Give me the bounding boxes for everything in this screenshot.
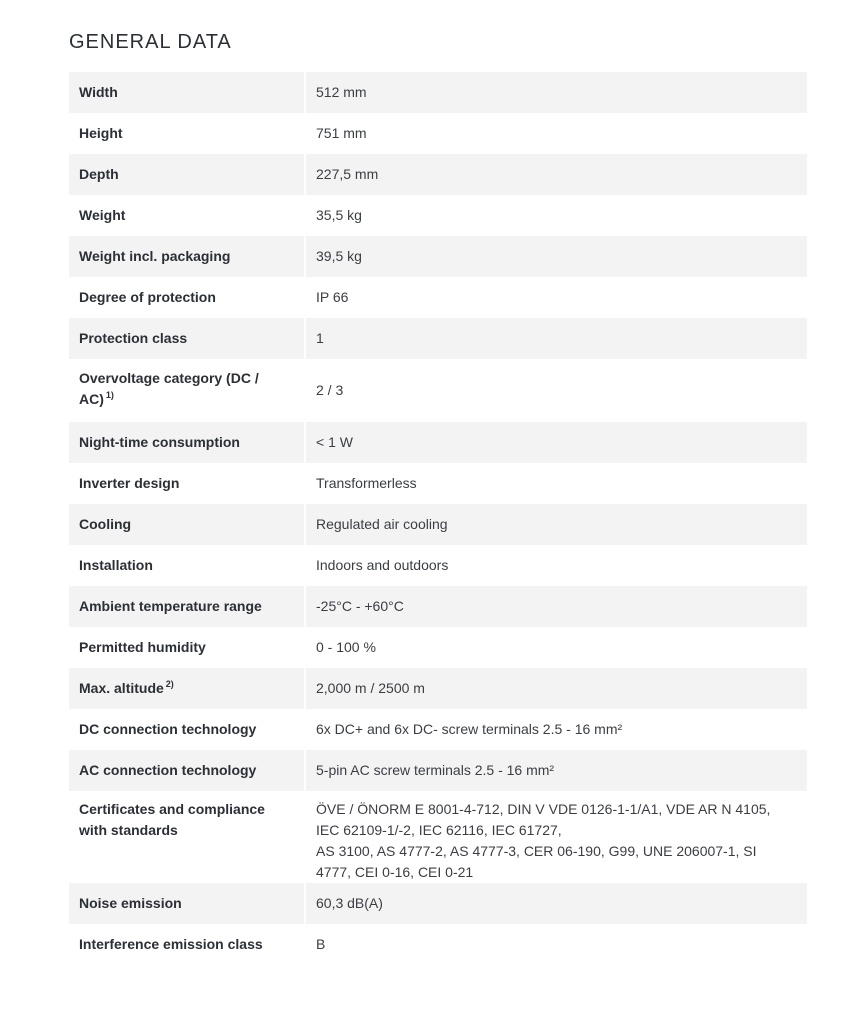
table-row <box>69 504 807 545</box>
row-label-degree-of-protection: Degree of protection <box>69 277 305 318</box>
table-row <box>69 709 807 750</box>
table-row <box>69 277 807 318</box>
table-row <box>69 791 807 883</box>
row-label-ac-connection: AC connection technology <box>69 750 305 791</box>
row-label-weight-packaging: Weight incl. packaging <box>69 236 305 277</box>
footnote-marker: 2) <box>165 679 174 690</box>
certificates-line-1: ÖVE / ÖNORM E 8001-4-712, DIN V VDE 0126-1-1/A1, VDE AR N 4105, IEC 62109-1/-2, IEC 62116, IEC 61727, <box>316 801 771 838</box>
row-label-interference-class: Interference emission class <box>69 924 305 965</box>
table-row <box>69 545 807 586</box>
row-label-cooling: Cooling <box>69 504 305 545</box>
row-label-max-altitude <box>69 668 305 709</box>
table-row <box>69 318 807 359</box>
row-value-ambient-temperature: -25°C - +60°C <box>305 586 807 627</box>
table-row <box>69 627 807 668</box>
table-row <box>69 586 807 627</box>
table-row <box>69 750 807 791</box>
table-row <box>69 195 807 236</box>
row-value-certificates <box>305 791 807 883</box>
table-row <box>69 422 807 463</box>
row-label-installation: Installation <box>69 545 305 586</box>
row-value-degree-of-protection: IP 66 <box>305 277 807 318</box>
table-row <box>69 236 807 277</box>
label-text: Max. altitude <box>79 680 164 696</box>
row-label-height: Height <box>69 113 305 154</box>
row-value-noise-emission: 60,3 dB(A) <box>305 883 807 924</box>
row-value-weight: 35,5 kg <box>305 195 807 236</box>
table-row <box>69 154 807 195</box>
row-label-overvoltage-category <box>69 359 305 422</box>
row-label-certificates: Certificates and compliance with standards <box>69 791 305 883</box>
table-row <box>69 72 807 113</box>
row-value-cooling: Regulated air cooling <box>305 504 807 545</box>
section-title: GENERAL DATA <box>69 31 232 53</box>
row-label-dc-connection: DC connection technology <box>69 709 305 750</box>
row-value-ac-connection: 5-pin AC screw terminals 2.5 - 16 mm² <box>305 750 807 791</box>
row-label-permitted-humidity: Permitted humidity <box>69 627 305 668</box>
row-value-overvoltage-category: 2 / 3 <box>305 359 807 422</box>
label-text: Overvoltage category (DC / AC) <box>79 370 259 407</box>
table-row <box>69 668 807 709</box>
row-value-protection-class: 1 <box>305 318 807 359</box>
row-label-depth: Depth <box>69 154 305 195</box>
row-value-max-altitude: 2,000 m / 2500 m <box>305 668 807 709</box>
row-label-ambient-temperature: Ambient temperature range <box>69 586 305 627</box>
table-row <box>69 113 807 154</box>
table-row <box>69 463 807 504</box>
table-row <box>69 359 807 422</box>
row-label-inverter-design: Inverter design <box>69 463 305 504</box>
row-value-interference-class: B <box>305 924 807 965</box>
row-label-weight: Weight <box>69 195 305 236</box>
row-label-noise-emission: Noise emission <box>69 883 305 924</box>
row-value-weight-packaging: 39,5 kg <box>305 236 807 277</box>
row-label-protection-class: Protection class <box>69 318 305 359</box>
row-value-inverter-design: Transformerless <box>305 463 807 504</box>
row-value-permitted-humidity: 0 - 100 % <box>305 627 807 668</box>
general-data-table <box>69 72 807 965</box>
row-label-night-time-consumption: Night-time consumption <box>69 422 305 463</box>
row-value-night-time-consumption: < 1 W <box>305 422 807 463</box>
row-value-dc-connection: 6x DC+ and 6x DC- screw terminals 2.5 - 16 mm² <box>305 709 807 750</box>
table-row <box>69 924 807 965</box>
table-row <box>69 883 807 924</box>
row-value-depth: 227,5 mm <box>305 154 807 195</box>
row-label-width: Width <box>69 72 305 113</box>
row-value-height: 751 mm <box>305 113 807 154</box>
certificates-line-2: AS 3100, AS 4777-2, AS 4777-3, CER 06-190, G99, UNE 206007-1, SI 4777, CEI 0-16, CEI 0-21 <box>316 843 757 880</box>
row-value-installation: Indoors and outdoors <box>305 545 807 586</box>
footnote-marker: 1) <box>105 390 114 401</box>
row-value-width: 512 mm <box>305 72 807 113</box>
